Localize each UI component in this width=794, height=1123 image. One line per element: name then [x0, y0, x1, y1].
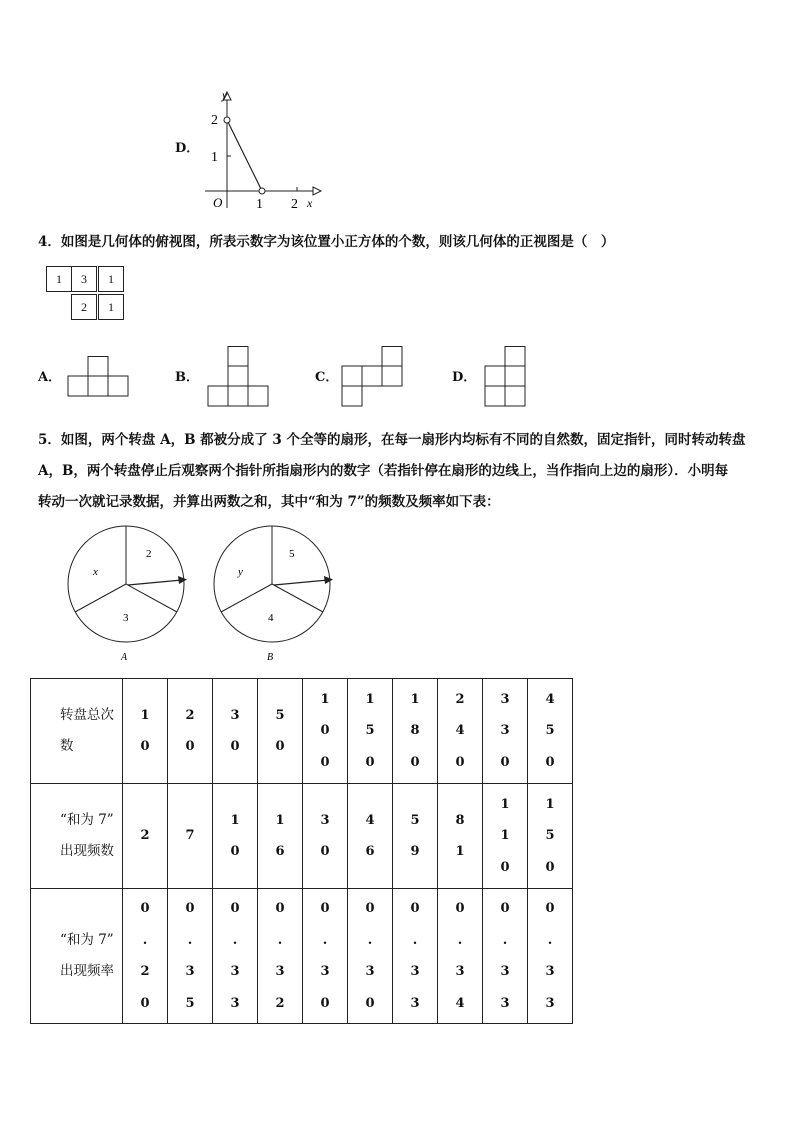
- table-cell: 1 8 0: [410, 691, 420, 770]
- table-row: [31, 889, 573, 1024]
- option-b-label: B．: [175, 370, 199, 385]
- table-cell: 2 0: [185, 707, 195, 754]
- table-cell: 1 6: [275, 812, 285, 859]
- option-d-graph: [195, 84, 325, 212]
- y-tick-1: 1: [211, 150, 218, 165]
- row-header: “和为 7” 出现频率: [60, 931, 114, 979]
- table-cell: 1 5 0: [365, 691, 375, 770]
- table-cell: 0 . 3 0: [320, 901, 330, 1011]
- y-axis-label: y: [222, 88, 228, 102]
- spinner-a-sector: 2: [146, 548, 152, 560]
- table-cell: 2: [140, 828, 150, 844]
- table-cell: 3 0: [320, 812, 330, 859]
- table-row: [31, 784, 573, 889]
- spinner-a-pointer: [128, 580, 182, 585]
- question5-line-1: 5．如图，两个转盘 A，B 都被分成了 3 个全等的扇形，在每一扇形内均标有不同的自然数，固定指针，同时转动转盘: [38, 432, 746, 448]
- table-cell: 0 . 3 4: [455, 901, 465, 1011]
- table-cell: 1 0: [140, 707, 150, 754]
- spinner-b-sector: 4: [268, 612, 274, 624]
- open-point-bottom: [259, 188, 265, 194]
- graph-segment: [227, 120, 262, 191]
- table-cell: 0 . 3 2: [275, 901, 285, 1011]
- option-c-label: C．: [315, 370, 339, 385]
- table-cell: 1 0 0: [320, 691, 330, 770]
- frequency-table: [30, 678, 573, 1024]
- table-cell: 8 1: [455, 812, 465, 859]
- table-cell: 4 6: [365, 812, 375, 859]
- x-tick-1: 1: [256, 197, 263, 212]
- table-cell: 0 . 3 3: [410, 901, 420, 1011]
- spinner-b-caption: B: [267, 652, 274, 663]
- top-view-cell: 1: [98, 294, 124, 320]
- x-axis-arrow: [313, 187, 321, 195]
- row-header: 转盘总次 数: [60, 706, 114, 754]
- option-d-label: D．: [175, 141, 200, 156]
- spinner-b-sector: y: [238, 566, 243, 578]
- table-cell: 0 . 3 3: [230, 901, 240, 1011]
- table-row: [31, 679, 573, 784]
- option-d-figure: [484, 346, 528, 408]
- table-cell: 0 . 3 3: [500, 901, 510, 1011]
- table-cell: 3 0: [230, 707, 240, 754]
- table-cell: 3 3 0: [500, 691, 510, 770]
- spinner-b-pointer: [274, 580, 328, 585]
- origin-label: O: [213, 195, 223, 210]
- top-view-cell: 3: [71, 266, 97, 292]
- table-cell: 2 4 0: [455, 691, 465, 770]
- top-view-cell: 2: [71, 294, 97, 320]
- option-a-label: A．: [38, 370, 62, 385]
- spinner-a-sector: x: [93, 566, 98, 578]
- option-c-figure: [341, 346, 405, 408]
- x-axis-label: x: [307, 196, 313, 210]
- option-b-figure: [207, 346, 271, 408]
- table-cell: 5 9: [410, 812, 420, 859]
- option-a-figure: [66, 356, 132, 398]
- question5-line-3: 转动一次就记录数据，并算出两数之和，其中“和为 7”的频数及频率如下表：: [38, 494, 500, 510]
- spinner-b: [212, 524, 338, 666]
- top-view-cell: 1: [46, 266, 72, 292]
- table-cell: 1 5 0: [545, 796, 555, 875]
- table-cell: 0 . 3 0: [365, 901, 375, 1011]
- row-header: “和为 7” 出现频数: [60, 811, 114, 859]
- table-cell: 0 . 3 3: [545, 901, 555, 1011]
- open-point-top: [224, 117, 230, 123]
- question4-text: 4．如图是几何体的俯视图，所表示数字为该位置小正方体的个数，则该几何体的正视图是（ ）: [38, 234, 615, 250]
- spinner-b-sector: 5: [289, 548, 295, 560]
- option-d-label-q4: D．: [452, 370, 477, 385]
- spinner-a: [66, 524, 192, 666]
- spinner-a-sector: 3: [123, 612, 129, 624]
- table-cell: 0 . 2 0: [140, 901, 150, 1011]
- spinner-a-caption: A: [121, 652, 128, 663]
- y-tick-2: 2: [211, 113, 218, 128]
- question5-line-2: A，B，两个转盘停止后观察两个指针所指扇形内的数字（若指针停在扇形的边线上，当作指向上边的扇形）．小明每: [38, 463, 729, 479]
- table-cell: 1 1 0: [500, 796, 510, 875]
- table-cell: 1 0: [230, 812, 240, 859]
- table-cell: 4 5 0: [545, 691, 555, 770]
- table-cell: 0 . 3 5: [185, 901, 195, 1011]
- top-view-cell: 1: [98, 266, 124, 292]
- x-tick-2: 2: [291, 197, 298, 212]
- table-cell: 5 0: [275, 707, 285, 754]
- table-cell: 7: [185, 828, 195, 844]
